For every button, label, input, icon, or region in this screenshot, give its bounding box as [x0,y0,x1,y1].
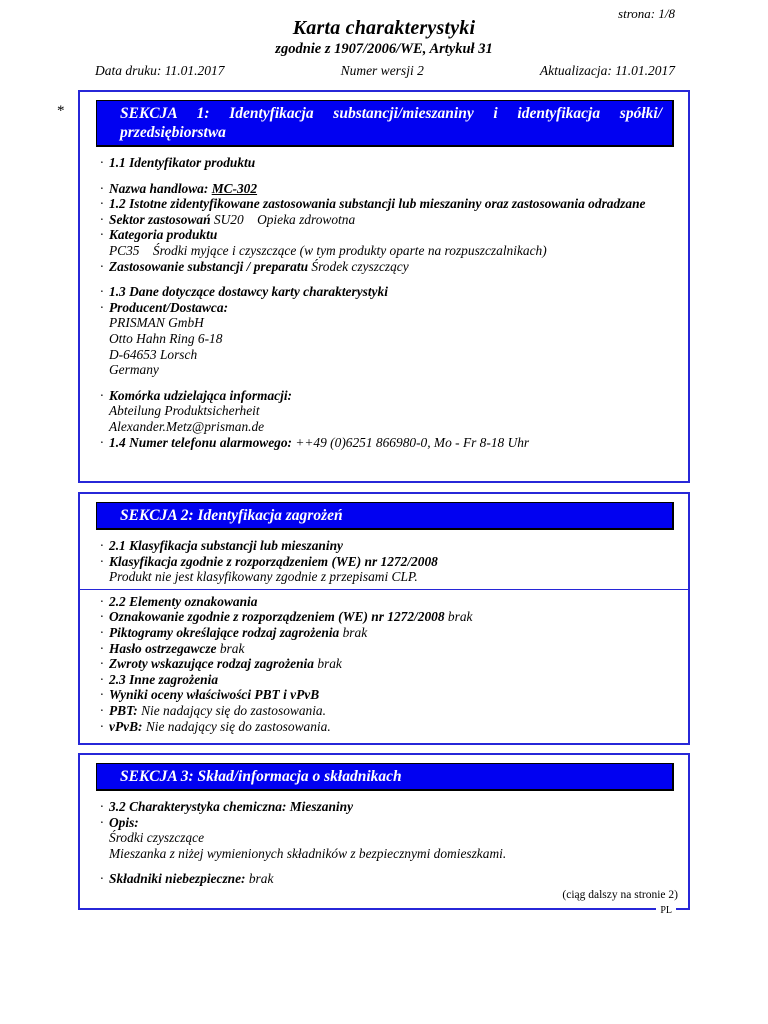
doc-line [101,284,680,300]
doc-line [101,403,680,419]
section-box-3 [78,753,690,916]
bullet-dot: · [100,196,104,212]
doc-line [101,419,680,435]
doc-line [101,641,680,657]
bullet-dot: · [100,640,104,656]
bullet-dot: · [100,538,104,553]
bullet-dot: · [100,387,104,403]
bullet-dot: · [100,871,104,887]
text-segment: SU20 Opieka zdrowotna [213,211,356,227]
change-marker-asterisk: * [57,103,65,119]
doc-line [101,554,680,570]
text-segment: Alexander.Metz@prisman.de [109,418,265,434]
text-segment: 1.3 Dane dotyczące dostawcy karty charakterystyki [109,284,388,300]
doc-line [101,830,680,846]
doc-line [101,259,680,275]
bullet-dot: · [100,284,104,300]
doc-line [101,569,680,585]
bullet-dot: · [100,718,104,734]
section-content [101,155,680,450]
doc-line [101,594,680,610]
section-content [101,799,680,887]
section-header-bar: SEKCJA 2: Identyfikacja zagrożeń [96,502,674,530]
doc-line [101,609,680,625]
text-segment: Kategoria produktu [109,227,218,243]
doc-line [101,672,680,688]
text-segment: brak [317,656,342,672]
bullet-dot: · [100,593,104,609]
bullet-dot: · [100,258,104,274]
text-segment: 2.1 Klasyfikacja substancji lub mieszaniny [109,538,343,553]
text-segment: brak [342,624,368,640]
doc-line [101,538,680,554]
text-segment: Hasło ostrzegawcze [109,640,220,656]
doc-line [101,212,680,228]
doc-line [101,846,680,862]
doc-line [101,300,680,316]
doc-line [101,155,680,171]
section-divider [80,589,688,590]
doc-line [101,625,680,641]
text-segment: Zastosowanie substancji / preparatu [109,258,312,274]
text-segment: vPvB: [109,718,146,734]
update-date: Aktualizacja: 11.01.2017 [539,63,675,78]
section-header-bar: SEKCJA 1: Identyfikacja substancji/​mieszaniny i identyfikacja spółki/​przedsiębiorstwa [96,100,674,147]
text-segment: D-64653 Lorsch [109,346,198,362]
text-segment: Abteilung Produktsicherheit [109,403,260,419]
bullet-dot: · [100,656,104,672]
doc-line [101,799,680,815]
section-box-2 [78,492,690,745]
section-box-1 [78,90,690,483]
text-segment: Sektor zastosowań [109,211,214,227]
bullet-dot: · [100,434,104,450]
text-segment: brak [219,640,245,656]
text-segment: Nie nadający się do zastosowania. [145,718,331,734]
text-segment: Zwroty wskazujące rodzaj zagrożenia [109,656,318,672]
bullet-dot: · [100,814,104,830]
document-title: Karta charakterystyki [292,17,476,39]
doc-line [101,719,680,735]
bullet-dot: · [100,299,104,315]
text-segment: Opis: [109,814,139,830]
text-segment: 1.2 Istotne zidentyfikowane zastosowania substancji lub mieszaniny oraz zastosowania odradzane [109,196,646,212]
text-segment: PC35 Środki myjące i czyszczące (w tym produkty oparte na rozpuszczalnikach) [109,242,547,258]
text-segment: Nazwa handlowa: [109,180,212,196]
doc-line [101,243,680,259]
bullet-dot: · [100,799,104,814]
section-header-bar: SEKCJA 3: Skład/​informacja o składnikach [96,763,674,791]
language-code-label: PL [656,905,676,916]
text-segment: Mieszanka z niżej wymienionych składników z bezpiecznymi domieszkami. [109,845,507,861]
doc-line [101,227,680,243]
doc-line [101,362,680,378]
bullet-dot: · [100,180,104,196]
text-segment: Otto Hahn Ring 6-18 [109,330,223,346]
doc-line [101,331,680,347]
sections-container [57,0,690,916]
doc-line [101,871,680,887]
doc-line [101,388,680,404]
doc-line [101,815,680,831]
bullet-dot: · [100,609,104,625]
bullet-dot: · [100,687,104,703]
text-segment: ++49 (0)6251 866980-0, Mo - Fr 8-18 Uhr [295,434,530,450]
document-subtitle: zgodnie z 1907/2006/WE, Artykuł 31 [275,41,493,57]
bullet-dot: · [100,624,104,640]
doc-line [101,315,680,331]
doc-line [101,181,680,197]
continuation-note: (ciąg dalszy na stronie 2) [562,889,678,901]
text-segment: brak [447,609,473,625]
text-segment: Piktogramy określające rodzaj zagrożenia [109,624,343,640]
text-segment: Komórka udzielająca informacji: [109,387,293,403]
bullet-dot: · [100,553,104,569]
text-segment: Środki czyszczące [109,830,205,846]
text-segment: Nie nadający się do zastosowania. [141,702,326,718]
text-segment: PRISMAN GmbH [109,315,204,331]
text-segment: 1.1 Identyfikator produktu [109,155,256,170]
text-segment: Oznakowanie zgodnie z rozporządzeniem (WE) nr 1272/2008 [109,609,448,625]
text-segment: Germany [109,362,159,378]
version-number: Numer wersji 2 [340,63,424,78]
text-segment: Producent/Dostawca: [109,299,229,315]
doc-line [101,687,680,703]
text-segment: brak [248,871,274,887]
text-segment: Wyniki oceny właściwości PBT i vPvB [109,687,320,703]
text-segment: Klasyfikacja zgodnie z rozporządzeniem (WE) nr 1272/2008 [109,553,438,569]
text-segment: Składniki niebezpieczne: [109,871,249,887]
text-segment: MC-302 [211,180,258,196]
doc-line [101,347,680,363]
doc-line [101,196,680,212]
text-segment: 1.4 Numer telefonu alarmowego: [109,434,296,450]
bullet-dot: · [100,671,104,687]
doc-line [101,435,680,451]
text-segment: PBT: [109,702,142,718]
bullet-dot: · [100,227,104,243]
text-segment: Produkt nie jest klasyfikowany zgodnie z przepisami CLP. [109,569,418,585]
bullet-dot: · [100,702,104,718]
bullet-dot: · [100,155,104,170]
section-content [101,538,680,734]
text-segment: 2.2 Elementy oznakowania [109,593,258,609]
print-date: Data druku: 11.01.2017 [95,63,225,78]
bullet-dot: · [100,211,104,227]
page-number-label: strona: 1/8 [618,6,675,21]
doc-line [101,703,680,719]
text-segment: 3.2 Charakterystyka chemiczna: Mieszaniny [109,799,354,814]
text-segment: Środek czyszczący [311,258,409,274]
text-segment: 2.3 Inne zagrożenia [109,671,219,687]
doc-line [101,656,680,672]
